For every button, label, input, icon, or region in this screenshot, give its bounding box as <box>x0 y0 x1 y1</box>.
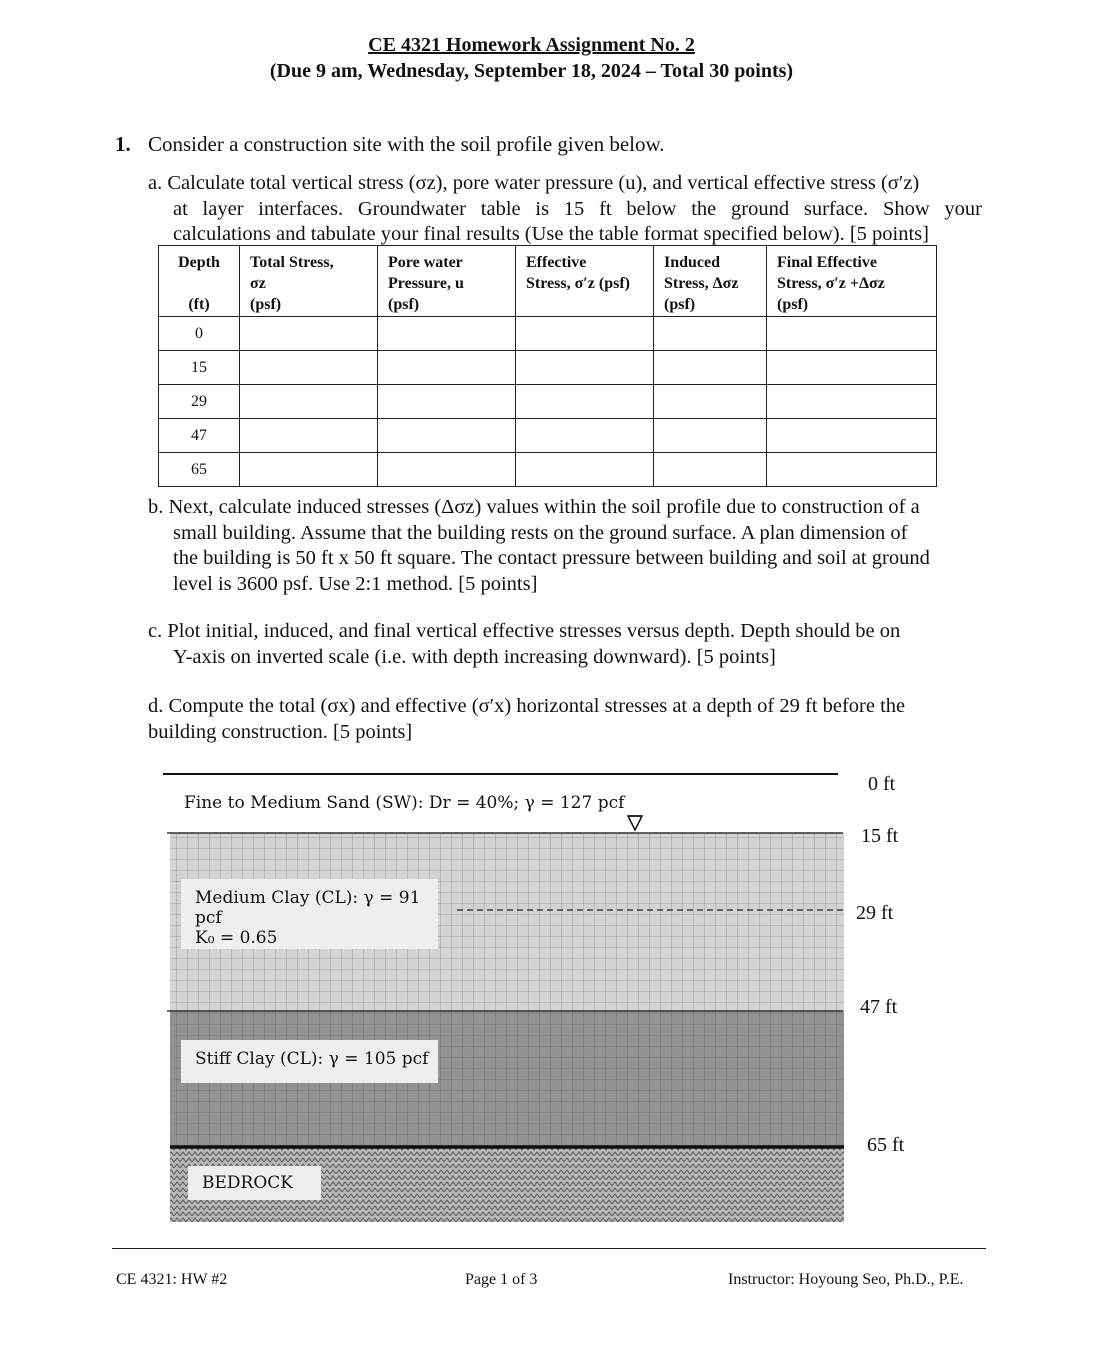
bedrock-label: BEDROCK <box>188 1166 321 1200</box>
header-total-stress: Total Stress, σz (psf) <box>240 246 378 317</box>
medium-clay-label: Medium Clay (CL): γ = 91 pcf K₀ = 0.65 <box>181 879 438 949</box>
water-table-icon <box>628 816 642 830</box>
sand-layer-label: Fine to Medium Sand (SW): Dr = 40%; γ = 127 pcf <box>184 793 625 813</box>
depth-label-29ft: 29 ft <box>856 902 894 924</box>
part-c-text <box>148 619 982 670</box>
footer-page-number: Page 1 of 3 <box>465 1271 538 1288</box>
stiff-clay-label: Stiff Clay (CL): γ = 105 pcf <box>181 1040 438 1083</box>
footer-rule <box>112 1248 986 1249</box>
part-d-line-1: d. Compute the total (σx) and effective (σ′x) horizontal stresses at a depth of 29 ft before the <box>148 695 906 717</box>
part-d-line-2: building construction. [5 points] <box>148 720 413 743</box>
table-row <box>159 385 937 419</box>
header-pore-pressure: Pore water Pressure, u (psf) <box>378 246 516 317</box>
assignment-title: CE 4321 Homework Assignment No. 2 <box>368 34 695 56</box>
table-row <box>159 351 937 385</box>
table-row <box>159 453 937 487</box>
depth-cell: 15 <box>159 351 240 385</box>
part-d-text <box>148 694 982 745</box>
header-final-effective-stress: Final Effective Stress, σ′z +Δσz (psf) <box>767 246 937 317</box>
depth-cell: 65 <box>159 453 240 487</box>
header-induced-stress: Induced Stress, Δσz (psf) <box>654 246 767 317</box>
due-date-line: (Due 9 am, Wednesday, September 18, 2024 – Total 30 points) <box>269 60 794 82</box>
part-a-line-3: calculations and tabulate your final results (Use the table format specified below). [5 points] <box>173 223 929 245</box>
question-number: 1. <box>115 132 131 156</box>
part-b-line-1: b. Next, calculate induced stresses (Δσz) values within the soil profile due to construction of a <box>148 496 920 518</box>
part-b-line-4: level is 3600 psf. Use 2:1 method. [5 points] <box>173 572 538 595</box>
header-effective-stress: Effective Stress, σ′z (psf) <box>516 246 654 317</box>
depth-cell: 29 <box>159 385 240 419</box>
depth-cell: 47 <box>159 419 240 453</box>
table-row <box>159 419 937 453</box>
header-depth: Depth (ft) <box>159 246 240 317</box>
stress-results-table <box>158 245 937 487</box>
question-intro: Consider a construction site with the soil profile given below. <box>148 132 665 156</box>
part-a-line-1: a. Calculate total vertical stress (σz), pore water pressure (u), and vertical effective stress (σ′z) <box>148 172 920 194</box>
soil-profile-diagram <box>0 760 1106 1240</box>
part-a-line-2: at layer interfaces. Groundwater table is 15 ft below the ground surface. Show your <box>173 197 982 220</box>
footer-course: CE 4321: HW #2 <box>116 1271 228 1288</box>
part-c-line-2: Y-axis on inverted scale (i.e. with depth increasing downward). [5 points] <box>173 645 776 668</box>
part-a-text <box>148 171 982 248</box>
depth-label-15ft: 15 ft <box>861 825 899 847</box>
depth-cell: 0 <box>159 317 240 351</box>
table-header-row <box>159 246 937 317</box>
part-c-line-1: c. Plot initial, induced, and final vertical effective stresses versus depth. Depth should be on <box>148 620 901 642</box>
part-b-text <box>148 495 982 597</box>
depth-label-47ft: 47 ft <box>860 996 898 1018</box>
part-b-line-3: the building is 50 ft x 50 ft square. The contact pressure between building and soil at ground <box>173 547 930 569</box>
depth-label-0ft: 0 ft <box>868 773 896 795</box>
footer-instructor: Instructor: Hoyoung Seo, Ph.D., P.E. <box>728 1271 964 1288</box>
part-b-line-2: small building. Assume that the building rests on the ground surface. A plan dimension of <box>173 521 908 544</box>
depth-label-65ft: 65 ft <box>867 1134 905 1156</box>
table-row <box>159 317 937 351</box>
